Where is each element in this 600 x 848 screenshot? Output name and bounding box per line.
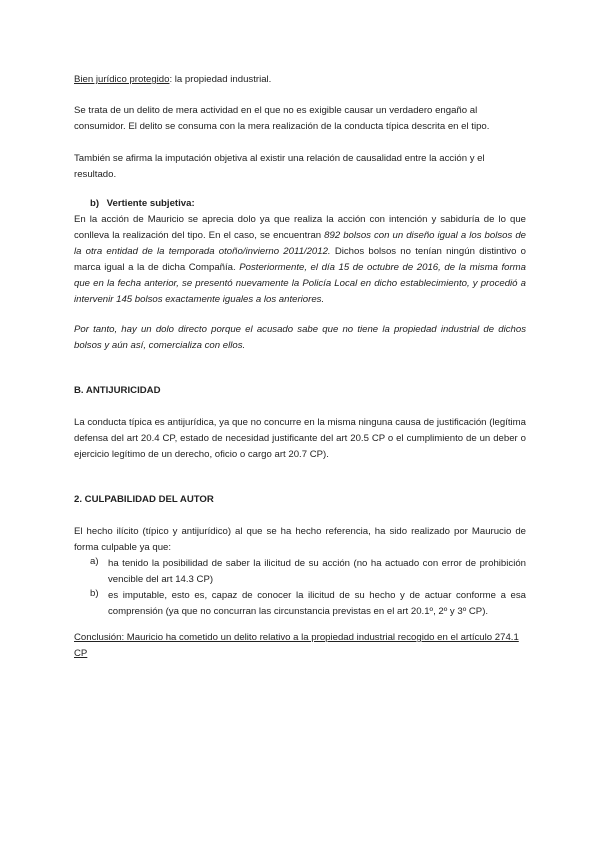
objective-imputation-line-2: resultado. bbox=[74, 169, 117, 180]
intent-text-a: En la acción de Mauricio se aprecia dolo ya que realiza la acción con intención y sabiduría de lo que conlleva la realización del tipo. En el caso, se encuentran bbox=[74, 214, 526, 241]
activity-offense-paragraph bbox=[74, 103, 526, 135]
section-b-heading: B. ANTIJURICIDAD bbox=[74, 385, 161, 396]
conclusion-paragraph: Conclusión: Mauricio ha cometido un delito relativo a la propiedad industrial recogido en el artículo 274.1 CP bbox=[74, 632, 519, 659]
subjective-aspect-label: b) bbox=[90, 198, 100, 209]
legal-interest-label: Bien jurídico protegido bbox=[74, 74, 170, 85]
list-item bbox=[90, 556, 526, 588]
activity-offense-line-1: Se trata de un delito de mera actividad en el que no es exigible causar un verdadero engaño al bbox=[74, 105, 478, 116]
list-item bbox=[90, 588, 526, 620]
legal-interest-value: : la propiedad industrial. bbox=[169, 74, 272, 85]
activity-offense-line-2: consumidor. El delito se consuma con la mera realización de la conducta típica descrita en el tipo. bbox=[74, 121, 490, 132]
legal-interest-paragraph bbox=[74, 72, 526, 88]
culpability-paragraph: El hecho ilícito (típico y antijurídico) al que se ha hecho referencia, ha sido realizado por Maurucio de forma culpable ya que: bbox=[74, 526, 526, 553]
section-2-heading: 2. CULPABILIDAD DEL AUTOR bbox=[74, 494, 214, 505]
intent-text-c: Dichos bolsos no tenían ningún distintivo o marca igual a la de dicha Compañía. bbox=[74, 246, 526, 273]
direct-intent-paragraph: Por tanto, hay un dolo directo porque el acusado sabe que no tiene la propiedad industrial de dichos bolsos y aún así, comercializa con ellos. bbox=[74, 324, 526, 351]
intent-text-d: Posteriormente, el día 15 de octubre de 2016, de la misma forma que en la fecha anterior, se presentó nuevamente la Policía Local en dicho establecimiento, y procedió a intervenir 145 bolsos exactamente iguales a los anteriores. bbox=[74, 262, 526, 305]
list-item-text: es imputable, esto es, capaz de conocer la ilicitud de su hecho y de actuar conforme a esa comprensión (ya que no concurran las circunstancia previstas en el art 20.1º, 2º y 3º CP). bbox=[108, 590, 526, 617]
subjective-aspect-heading bbox=[90, 196, 195, 212]
intent-paragraph bbox=[74, 212, 526, 308]
unlawfulness-paragraph: La conducta típica es antijurídica, ya que no concurre en la misma ninguna causa de justificación (legítima defensa del art 20.4 CP, estado de necesidad justificante del art 20.5 CP o el cumplimiento de un deber o ejercicio legítimo de un derecho, oficio o cargo art 20.7 CP). bbox=[74, 417, 526, 460]
list-item-text: ha tenido la posibilidad de saber la ilicitud de su acción (no ha actuado con error de prohibición vencible del art 14.3 CP) bbox=[108, 558, 526, 585]
subjective-aspect-title: Vertiente subjetiva: bbox=[106, 198, 195, 209]
list-item-label: b) bbox=[90, 588, 99, 599]
objective-imputation-line-1: También se afirma la imputación objetiva al existir una relación de causalidad entre la acción y el bbox=[74, 153, 485, 164]
intent-text-b: 892 bolsos con un diseño igual a los bolsos de la otra entidad de la temporada otoño/invierno 2011/2012. bbox=[74, 230, 526, 257]
objective-imputation-paragraph bbox=[74, 151, 526, 183]
list-item-label: a) bbox=[90, 556, 99, 567]
